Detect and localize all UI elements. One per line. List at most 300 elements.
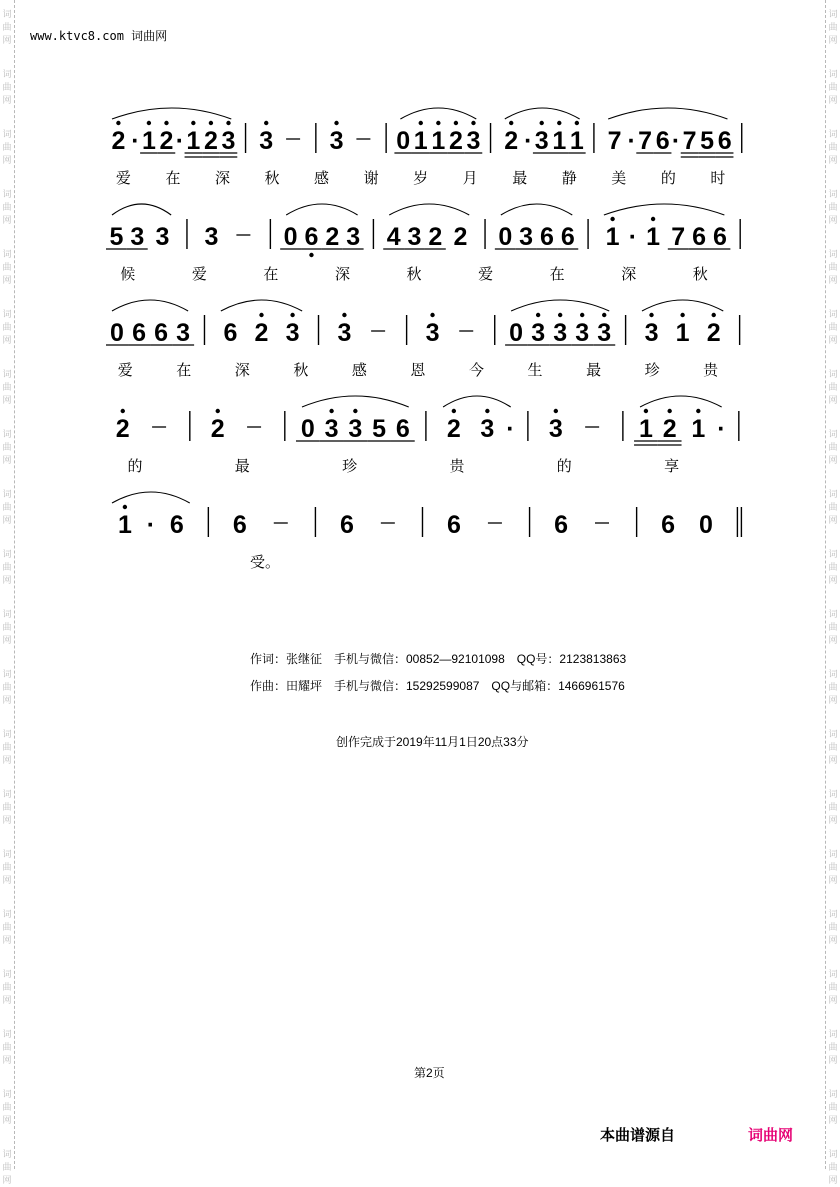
lyric-char: 珍 <box>644 361 660 379</box>
octave-low-dot <box>309 253 313 257</box>
note: 6 <box>712 223 727 251</box>
watermark-group <box>826 968 840 1007</box>
watermark-char: 曲 <box>2 502 12 512</box>
watermark-char: 网 <box>828 515 838 525</box>
watermark-char: 词 <box>828 909 838 919</box>
watermark-char: 网 <box>2 755 12 765</box>
watermark-char: 曲 <box>828 622 838 632</box>
octave-high-dot <box>580 313 584 317</box>
watermark-char: 曲 <box>828 1162 838 1172</box>
watermark-char: 词 <box>828 189 838 199</box>
note: 6 <box>169 511 184 539</box>
watermark-char: 曲 <box>2 562 12 572</box>
watermark-char: 曲 <box>828 82 838 92</box>
octave-high-dot <box>353 409 357 413</box>
watermark-char: 曲 <box>2 142 12 152</box>
note: 3 <box>407 223 422 251</box>
watermark-char: 网 <box>2 1055 12 1065</box>
lyric-char: 在 <box>165 169 181 187</box>
watermark-char: 词 <box>828 9 838 19</box>
octave-high-dot <box>454 121 458 125</box>
note: 5 <box>372 415 387 443</box>
octave-high-dot <box>471 121 475 125</box>
note: 6 <box>540 223 554 251</box>
watermark-char: 曲 <box>2 322 12 332</box>
watermark-char: 曲 <box>828 22 838 32</box>
dot-mark: · <box>146 511 156 539</box>
watermark-char: 曲 <box>2 862 12 872</box>
watermark-char: 网 <box>828 635 838 645</box>
octave-high-dot <box>667 409 671 413</box>
watermark-char: 网 <box>828 35 838 45</box>
lyric-char: 的 <box>660 169 676 187</box>
note: 0 <box>396 127 411 155</box>
watermark-char: 曲 <box>828 562 838 572</box>
watermark-char: 曲 <box>828 1042 838 1052</box>
watermark-char: 曲 <box>2 802 12 812</box>
dot-mark: · <box>131 127 140 155</box>
dot-mark: · <box>671 127 681 155</box>
note: 3 <box>176 319 191 347</box>
note: 7 <box>671 223 686 251</box>
lyric-char: 秋 <box>692 265 708 283</box>
watermark-char: 网 <box>828 935 838 945</box>
watermark-char: 网 <box>2 335 12 345</box>
watermark-char: 曲 <box>2 22 12 32</box>
octave-high-dot <box>452 409 456 413</box>
watermark-char: 曲 <box>828 682 838 692</box>
watermark-char: 曲 <box>2 1102 12 1112</box>
watermark-char: 词 <box>2 969 12 979</box>
octave-high-dot <box>602 313 606 317</box>
lyric-char: 爱 <box>478 265 494 283</box>
watermark-group <box>826 788 840 827</box>
note: 6 <box>717 127 732 155</box>
watermark-char: 词 <box>2 849 12 859</box>
lyric-char: 感 <box>314 169 330 187</box>
watermark-char: 网 <box>828 575 838 585</box>
octave-high-dot <box>147 121 151 125</box>
watermark-char: 曲 <box>2 382 12 392</box>
watermark-char: 词 <box>828 429 838 439</box>
note: 0 <box>283 223 298 251</box>
source-label: 本曲谱源自 <box>600 1127 676 1144</box>
note: 7 <box>682 127 697 155</box>
watermark-char: 词 <box>2 489 12 499</box>
watermark-group <box>826 608 840 647</box>
note: 1 <box>646 223 661 251</box>
watermark-group <box>826 668 840 707</box>
note: 1 <box>413 127 428 155</box>
slur <box>400 108 476 119</box>
dot-mark: · <box>717 415 726 443</box>
watermark-char: 词 <box>2 1029 12 1039</box>
slur <box>389 204 469 215</box>
octave-high-dot <box>536 313 540 317</box>
lyric-char: 生 <box>527 361 543 379</box>
watermark-char: 词 <box>828 849 838 859</box>
note: 6 <box>554 511 569 539</box>
lyricist-credit: 作词：张继征 手机与微信：00852—92101098 QQ号：2123813863 <box>250 652 627 666</box>
note: 6 <box>339 511 354 539</box>
note: 2 <box>428 223 443 251</box>
note: 3 <box>155 223 170 251</box>
note: 3 <box>531 319 546 347</box>
watermark-char: 网 <box>828 1055 838 1065</box>
octave-high-dot <box>696 409 700 413</box>
note: 3 <box>285 319 300 347</box>
watermark-char: 词 <box>2 909 12 919</box>
note: 3 <box>575 319 590 347</box>
lyric-char: 在 <box>263 265 279 283</box>
lyric-char: 贵 <box>449 457 465 475</box>
octave-high-dot <box>558 313 562 317</box>
watermark-char: 曲 <box>2 262 12 272</box>
note: 0 <box>509 319 524 347</box>
watermark-char: 网 <box>2 395 12 405</box>
watermark-group <box>0 1028 14 1067</box>
lyric-char: 贵 <box>703 361 719 379</box>
octave-high-dot <box>334 121 338 125</box>
watermark-char: 网 <box>828 875 838 885</box>
note: 6 <box>132 319 146 347</box>
note: 5 <box>700 127 715 155</box>
slur <box>501 204 572 215</box>
lyric-char: 深 <box>334 265 350 283</box>
watermark-group <box>0 668 14 707</box>
watermark-group <box>826 848 840 887</box>
lyric-char: 受。 <box>250 553 281 571</box>
watermark-char: 网 <box>828 155 838 165</box>
completion-date: 创作完成于2019年11月1日20点33分 <box>336 735 529 749</box>
slur <box>443 396 511 407</box>
lyric-char: 候 <box>120 265 136 283</box>
octave-high-dot <box>329 409 333 413</box>
watermark-char: 词 <box>828 1149 838 1159</box>
note: 1 <box>141 127 156 155</box>
note: 7 <box>638 127 653 155</box>
watermark-char: 曲 <box>2 442 12 452</box>
note: 6 <box>560 223 575 251</box>
lyric-char: 秋 <box>264 169 280 187</box>
watermark-char: 网 <box>828 695 838 705</box>
note: 6 <box>447 511 461 539</box>
octave-high-dot <box>649 313 653 317</box>
note: 6 <box>154 319 169 347</box>
watermark-group <box>0 1148 14 1187</box>
note: 3 <box>130 223 145 251</box>
site-name[interactable]: 词曲网 <box>131 29 168 43</box>
watermark-char: 曲 <box>828 382 838 392</box>
watermark-char: 曲 <box>2 982 12 992</box>
watermark-char: 网 <box>2 815 12 825</box>
note: 3 <box>519 223 534 251</box>
note: 3 <box>259 127 274 155</box>
watermark-char: 曲 <box>828 262 838 272</box>
lyric-char: 秋 <box>293 361 309 379</box>
lyric-char: 爱 <box>115 169 131 187</box>
octave-high-dot <box>216 409 220 413</box>
note: 1 <box>117 511 132 539</box>
page-number: 第2页 <box>414 1066 445 1080</box>
score-line <box>106 204 740 283</box>
lyric-char: 恩 <box>410 361 426 379</box>
lyric-char: 月 <box>462 169 478 187</box>
slur <box>112 204 171 215</box>
watermark-char: 曲 <box>828 322 838 332</box>
lyric-char: 今 <box>468 361 484 379</box>
lyric-char: 静 <box>561 169 577 187</box>
watermark-group <box>0 788 14 827</box>
watermark-char: 词 <box>828 369 838 379</box>
octave-high-dot <box>226 121 230 125</box>
note: 1 <box>552 127 567 155</box>
note: 3 <box>425 319 440 347</box>
watermark-char: 曲 <box>2 922 12 932</box>
octave-high-dot <box>290 313 294 317</box>
watermark-char: 曲 <box>2 202 12 212</box>
slur <box>505 108 580 119</box>
note: 3 <box>337 319 352 347</box>
octave-high-dot <box>121 409 125 413</box>
note: 2 <box>254 319 269 347</box>
watermark-char: 词 <box>828 609 838 619</box>
watermark-char: 词 <box>828 969 838 979</box>
watermark-char: 曲 <box>828 802 838 812</box>
slur <box>640 396 722 407</box>
lyric-char: 珍 <box>342 457 358 475</box>
note: 2 <box>203 127 218 155</box>
score-line <box>112 492 741 571</box>
octave-high-dot <box>123 505 127 509</box>
watermark-char: 曲 <box>2 622 12 632</box>
watermark-char: 曲 <box>2 1042 12 1052</box>
slur <box>511 300 609 311</box>
octave-high-dot <box>485 409 489 413</box>
note: 6 <box>661 511 676 539</box>
score-line <box>116 396 739 475</box>
octave-high-dot <box>540 121 544 125</box>
lyric-char: 爱 <box>117 361 133 379</box>
watermark-char: 曲 <box>828 202 838 212</box>
watermark-char: 网 <box>828 275 838 285</box>
watermark-char: 词 <box>2 549 12 559</box>
watermark-char: 词 <box>2 669 12 679</box>
note: 6 <box>223 319 238 347</box>
watermark-char: 曲 <box>828 862 838 872</box>
octave-high-dot <box>610 217 614 221</box>
slur <box>302 396 409 407</box>
watermark-char: 词 <box>2 729 12 739</box>
watermark-char: 词 <box>828 489 838 499</box>
watermark-char: 词 <box>828 729 838 739</box>
lyric-char: 在 <box>549 265 565 283</box>
watermark-char: 网 <box>2 155 12 165</box>
note: 3 <box>204 223 219 251</box>
score-line <box>106 300 740 379</box>
watermark-char: 词 <box>828 549 838 559</box>
lyric-char: 爱 <box>191 265 207 283</box>
note: 6 <box>655 127 670 155</box>
watermark-char: 网 <box>828 335 838 345</box>
slur <box>642 300 723 311</box>
octave-high-dot <box>209 121 213 125</box>
note: 2 <box>325 223 340 251</box>
note: 1 <box>691 415 706 443</box>
note: 3 <box>329 127 344 155</box>
watermark-char: 网 <box>2 455 12 465</box>
note: 3 <box>480 415 495 443</box>
note: 2 <box>210 415 225 443</box>
octave-high-dot <box>419 121 423 125</box>
slur <box>112 492 190 503</box>
watermark-char: 词 <box>828 249 838 259</box>
octave-high-dot <box>116 121 120 125</box>
watermark-group <box>826 728 840 767</box>
note: 3 <box>466 127 481 155</box>
dot-mark: · <box>628 223 638 251</box>
lyric-char: 谢 <box>363 169 379 187</box>
watermark-char: 词 <box>2 249 12 259</box>
note: 0 <box>300 415 315 443</box>
lyric-char: 深 <box>214 169 231 187</box>
watermark-char: 曲 <box>828 1102 838 1112</box>
watermark-group <box>0 848 14 887</box>
score-line <box>111 108 741 187</box>
watermark-char: 词 <box>828 1029 838 1039</box>
source-site-link[interactable]: 词曲网 <box>748 1127 794 1144</box>
lyric-char: 最 <box>586 361 602 379</box>
watermark-group <box>826 1148 840 1187</box>
watermark-char: 网 <box>2 515 12 525</box>
lyric-char: 深 <box>621 265 637 283</box>
watermark-char: 网 <box>828 1115 838 1125</box>
watermark-char: 网 <box>2 635 12 645</box>
watermark-char: 词 <box>2 369 12 379</box>
note: 6 <box>304 223 319 251</box>
slur <box>286 204 357 215</box>
watermark-group <box>0 728 14 767</box>
note: 3 <box>346 223 361 251</box>
note: 3 <box>221 127 236 155</box>
watermark-char: 网 <box>828 995 838 1005</box>
octave-high-dot <box>509 121 513 125</box>
watermark-char: 词 <box>2 429 12 439</box>
watermark-char: 网 <box>2 1175 12 1185</box>
note: 6 <box>395 415 410 443</box>
octave-high-dot <box>680 313 684 317</box>
note: 2 <box>448 127 463 155</box>
note: 3 <box>348 415 363 443</box>
note: 3 <box>644 319 659 347</box>
watermark-char: 曲 <box>828 442 838 452</box>
octave-high-dot <box>712 313 716 317</box>
lyric-char: 深 <box>234 361 250 379</box>
note: 0 <box>110 319 124 347</box>
octave-high-dot <box>259 313 263 317</box>
note: 3 <box>548 415 563 443</box>
watermark-group <box>826 908 840 947</box>
watermark-char: 词 <box>828 129 838 139</box>
note: 2 <box>159 127 174 155</box>
watermark-group <box>0 608 14 647</box>
watermark-char: 网 <box>828 395 838 405</box>
lyric-char: 在 <box>176 361 192 379</box>
watermark-char: 词 <box>828 309 838 319</box>
dot-mark: · <box>524 127 533 155</box>
watermark-char: 曲 <box>828 502 838 512</box>
octave-high-dot <box>264 121 268 125</box>
octave-high-dot <box>651 217 655 221</box>
dot-mark: · <box>175 127 185 155</box>
note: 4 <box>386 223 401 251</box>
watermark-char: 词 <box>2 309 12 319</box>
watermark-char: 词 <box>2 1149 12 1159</box>
note: 6 <box>232 511 247 539</box>
watermark-char: 网 <box>828 215 838 225</box>
watermark-char: 曲 <box>828 982 838 992</box>
note: 1 <box>605 223 620 251</box>
watermark-group <box>826 1088 840 1127</box>
watermark-char: 词 <box>2 789 12 799</box>
lyric-char: 的 <box>127 457 143 475</box>
watermark-char: 网 <box>2 875 12 885</box>
note: 1 <box>638 415 653 443</box>
watermark-char: 网 <box>2 215 12 225</box>
note: 2 <box>504 127 519 155</box>
watermark-char: 曲 <box>2 1162 12 1172</box>
lyric-char: 的 <box>556 457 572 475</box>
note: 2 <box>446 415 461 443</box>
watermark-char: 网 <box>828 1175 838 1185</box>
watermark-char: 曲 <box>828 142 838 152</box>
note: 0 <box>498 223 513 251</box>
watermark-char: 曲 <box>2 82 12 92</box>
watermark-char: 网 <box>828 755 838 765</box>
octave-high-dot <box>436 121 440 125</box>
note: 2 <box>115 415 130 443</box>
octave-high-dot <box>554 409 558 413</box>
watermark-char: 网 <box>2 35 12 45</box>
site-url[interactable]: www.ktvc8.com <box>30 29 124 43</box>
lyric-char: 最 <box>512 169 528 187</box>
lyric-char: 美 <box>611 169 627 187</box>
octave-high-dot <box>164 121 168 125</box>
watermark-char: 词 <box>2 609 12 619</box>
note: 3 <box>553 319 568 347</box>
note: 7 <box>607 127 622 155</box>
note: 3 <box>534 127 549 155</box>
note: 6 <box>692 223 707 251</box>
lyric-char: 感 <box>351 361 367 379</box>
slur <box>112 108 231 119</box>
watermark-char: 词 <box>2 189 12 199</box>
watermark-char: 网 <box>828 815 838 825</box>
note: 2 <box>111 127 126 155</box>
slur <box>604 204 724 215</box>
watermark-char: 网 <box>2 1115 12 1125</box>
watermark-char: 网 <box>2 995 12 1005</box>
watermark-char: 曲 <box>2 682 12 692</box>
note: 3 <box>324 415 339 443</box>
watermark-char: 词 <box>828 789 838 799</box>
octave-high-dot <box>575 121 579 125</box>
note: 2 <box>662 415 677 443</box>
dot-mark: · <box>506 415 515 443</box>
note: 2 <box>453 223 468 251</box>
octave-high-dot <box>644 409 648 413</box>
watermark-char: 网 <box>828 455 838 465</box>
